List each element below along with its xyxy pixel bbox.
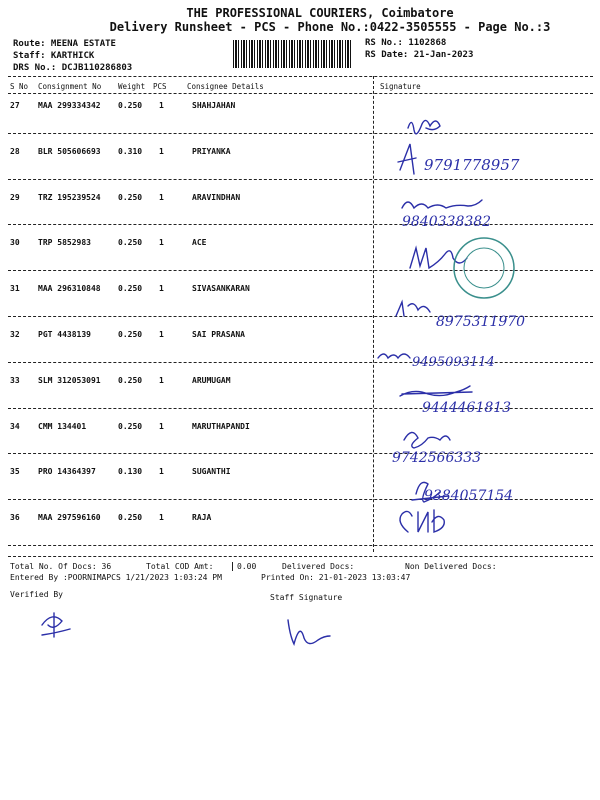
- row-sno: 30: [10, 238, 20, 247]
- entered-by: Entered By :POORNIMAPCS 1/21/2023 1:03:24 PM: [10, 573, 222, 582]
- col-header-weight: Weight: [118, 82, 146, 91]
- row-sno: 28: [10, 147, 20, 156]
- row-consignment: SLM 312053091: [38, 376, 101, 385]
- row-consignee: SIVASANKARAN: [192, 284, 250, 293]
- svg-text:9791778957: 9791778957: [424, 156, 520, 174]
- row-sno: 29: [10, 193, 20, 202]
- drs-number: DRS No.: DCJB110286803: [13, 63, 133, 73]
- svg-text:9384057154: 9384057154: [424, 488, 514, 504]
- row-consignee: SUGANTHI: [192, 467, 231, 476]
- rs-date: RS Date: 21-Jan-2023: [365, 50, 474, 60]
- row-weight: 0.130: [118, 467, 143, 476]
- delivered-docs-label: Delivered Docs:: [282, 562, 355, 571]
- row-consignee: ACE: [192, 238, 207, 247]
- row-sno: 36: [10, 513, 20, 522]
- row-weight: 0.250: [118, 101, 143, 110]
- row-consignee: PRIYANKA: [192, 147, 231, 156]
- row-consignment: CMM 134401: [38, 422, 87, 431]
- document-subtitle: Delivery Runsheet - PCS - Phone No.:0422-3505555 - Page No.:3: [109, 20, 551, 34]
- row-pcs: 1: [159, 376, 164, 385]
- row-sno: 34: [10, 422, 20, 431]
- staff-signature-label: Staff Signature: [270, 593, 343, 602]
- rs-number: RS No.: 1102868: [365, 38, 447, 48]
- row-pcs: 1: [159, 513, 164, 522]
- row-consignment: PGT 4438139: [38, 330, 91, 339]
- row-consignee: MARUTHAPANDI: [192, 422, 250, 431]
- col-header-consignee: Consignee Details: [187, 82, 264, 91]
- row-consignment: PRO 14364397: [38, 467, 96, 476]
- svg-text:9840338382: 9840338382: [402, 214, 492, 230]
- row-weight: 0.250: [118, 330, 143, 339]
- row-sno: 31: [10, 284, 20, 293]
- non-delivered-docs-label: Non Delivered Docs:: [405, 562, 497, 571]
- row-weight: 0.250: [118, 238, 143, 247]
- col-header-consignment: Consignment No: [38, 82, 102, 91]
- verified-by-label: Verified By: [10, 590, 63, 599]
- row-pcs: 1: [159, 101, 164, 110]
- row-consignment: TRZ 195239524: [38, 193, 101, 202]
- route-label: Route: MEENA ESTATE: [13, 39, 116, 49]
- row-weight: 0.250: [118, 513, 143, 522]
- row-weight: 0.250: [118, 376, 143, 385]
- row-weight: 0.250: [118, 422, 143, 431]
- row-pcs: 1: [159, 193, 164, 202]
- row-sno: 27: [10, 101, 20, 110]
- svg-text:9495093114: 9495093114: [412, 355, 495, 370]
- col-header-sno: S No: [10, 82, 29, 91]
- row-consignment: MAA 296310848: [38, 284, 101, 293]
- row-weight: 0.250: [118, 284, 143, 293]
- row-consignee: ARUMUGAM: [192, 376, 231, 385]
- svg-text:9742566333: 9742566333: [392, 450, 482, 466]
- row-pcs: 1: [159, 330, 164, 339]
- row-consignment: BLR 505606693: [38, 147, 101, 156]
- row-consignee: ARAVINDHAN: [192, 193, 241, 202]
- row-consignment: MAA 299334342: [38, 101, 101, 110]
- row-pcs: 1: [159, 422, 164, 431]
- row-consignment: TRP 5852983: [38, 238, 91, 247]
- col-header-signature: Signature: [380, 82, 421, 91]
- row-sno: 32: [10, 330, 20, 339]
- row-weight: 0.310: [118, 147, 143, 156]
- row-sno: 35: [10, 467, 20, 476]
- row-pcs: 1: [159, 238, 164, 247]
- row-pcs: 1: [159, 147, 164, 156]
- row-weight: 0.250: [118, 193, 143, 202]
- row-sno: 33: [10, 376, 20, 385]
- row-consignee: SAI PRASANA: [192, 330, 245, 339]
- footer-top-rule: [8, 556, 593, 557]
- total-cod-label: Total COD Amt:: [146, 562, 214, 571]
- row-consignee: SHAHJAHAN: [192, 101, 236, 110]
- row-consignee: RAJA: [192, 513, 212, 522]
- svg-text:9444461813: 9444461813: [422, 400, 512, 416]
- col-header-pcs: PCS: [153, 82, 167, 91]
- row-pcs: 1: [159, 467, 164, 476]
- document-title: THE PROFESSIONAL COURIERS, Coimbatore: [186, 6, 454, 20]
- staff-label: Staff: KARTHICK: [13, 51, 95, 61]
- total-cod-value: 0.00: [232, 562, 256, 571]
- row-consignment: MAA 297596160: [38, 513, 101, 522]
- total-docs: Total No. Of Docs: 36: [10, 562, 112, 571]
- row-pcs: 1: [159, 284, 164, 293]
- svg-text:8975311970: 8975311970: [436, 314, 526, 330]
- printed-on: Printed On: 21-01-2023 13:03:47: [261, 573, 411, 582]
